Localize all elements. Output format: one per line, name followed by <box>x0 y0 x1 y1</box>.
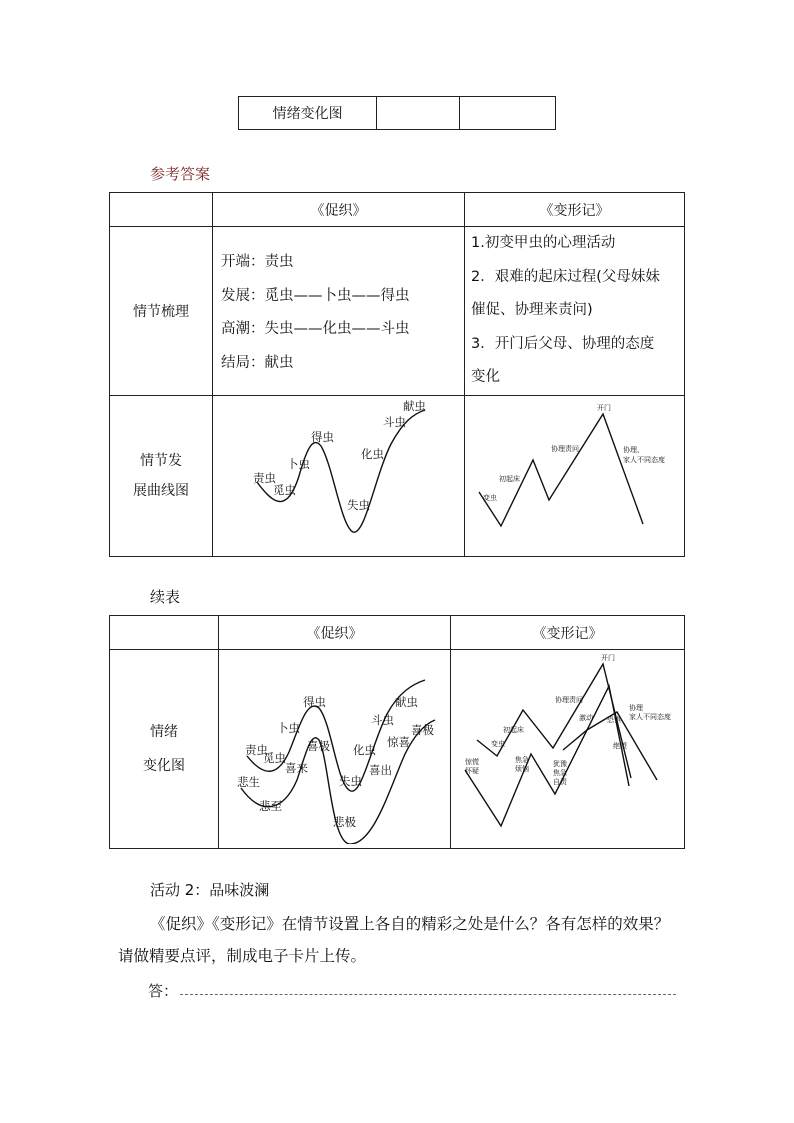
emo-label-beisheng: 悲生 <box>237 775 260 789</box>
table1-bianxing-plot <box>465 227 685 396</box>
top-table-cell-3 <box>459 97 555 130</box>
activity-question-line-2: 请做精要点评，制成电子卡片上传。 <box>118 947 367 965</box>
bianxing-emotion-curves <box>451 650 684 844</box>
emo-label-douchong: 斗虫 <box>371 713 394 727</box>
emo-bx-qichuang: 初起床 <box>503 726 524 734</box>
bianxing-plot-line-5: 变化 <box>471 369 500 385</box>
bianxing-plot-curve <box>465 396 684 552</box>
table1-row1-label: 情节梳理 <box>110 227 213 396</box>
emo-bx-youyu: 犹豫 <box>553 760 567 768</box>
emo-bx-kaimen: 开门 <box>601 654 615 662</box>
table2-cuzhi-cell <box>219 650 451 849</box>
top-table-cell-2 <box>377 97 459 130</box>
emo-label-xianchong: 献虫 <box>395 695 418 709</box>
table2-header-cuzhi: 《促织》 <box>219 616 451 650</box>
emo-label-xiji2: 喜极 <box>411 723 434 737</box>
emo-label-xilai: 喜来 <box>285 761 308 775</box>
bianxing-plot-line-2: 2．艰难的起床过程(父母妹妹 <box>471 268 660 285</box>
emo-label-zechong: 责虫 <box>245 743 268 757</box>
table1-header-bianxing: 《变形记》 <box>465 193 685 227</box>
curve-label-xianchong: 献虫 <box>403 399 426 413</box>
emo-label-michong: 觅虫 <box>263 751 286 765</box>
cuzhi-plot-curve <box>213 396 464 552</box>
top-table-label: 情绪变化图 <box>239 97 377 130</box>
cuzhi-plot-line-4: 结局：献虫 <box>221 354 294 371</box>
emo-bx-fannao: 烦恼 <box>515 765 529 773</box>
emo-label-shichong: 失虫 <box>339 774 362 788</box>
bx-label-xieli2: 协理、 <box>623 446 644 454</box>
top-emotion-table <box>238 96 556 130</box>
emo-bx-jidong: 激动 <box>579 714 593 722</box>
curve-label-dechong: 得虫 <box>311 430 334 444</box>
table1-bianxing-curve-cell <box>465 396 685 557</box>
table2-header-empty <box>110 616 219 650</box>
emo-label-beizhi: 悲至 <box>259 799 282 813</box>
emo-bx-jinghuang: 惊慌 <box>465 758 479 766</box>
bianxing-upper-curve <box>465 686 629 826</box>
curve-label-shi: 失虫 <box>347 498 370 512</box>
emotion-label-line-2: 变化图 <box>143 758 185 774</box>
table1-cuzhi-plot <box>213 227 465 396</box>
table1-cuzhi-curve-cell <box>213 396 465 557</box>
emo-label-beiji: 悲极 <box>333 815 356 829</box>
emo-label-xiji: 喜极 <box>307 739 330 753</box>
emo-bx-bianchong: 变虫 <box>491 740 505 748</box>
emo-label-dechong: 得虫 <box>303 695 326 709</box>
emo-bx-kongju: 恐惧 <box>607 716 621 724</box>
continued-label: 续表 <box>150 588 181 606</box>
bx-label-kaimen: 开门 <box>597 404 611 412</box>
answer-heading: 参考答案 <box>150 165 211 183</box>
curve-label-huachong: 化虫 <box>361 447 384 461</box>
plot-table <box>109 192 685 557</box>
table1-header-cuzhi: 《促织》 <box>213 193 465 227</box>
bianxing-plot-line-4: 3．开门后父母、协理的态度 <box>471 335 655 352</box>
curve-label-douchong: 斗虫 <box>383 415 406 429</box>
answer-label: 答： <box>148 982 179 1000</box>
emotion-label-line-1: 情绪 <box>150 724 178 740</box>
bx-label-jiaren: 家人不同态度 <box>623 456 665 464</box>
curve-label-line-2: 展曲线图 <box>133 483 189 499</box>
emo-label-xichu: 喜出 <box>369 763 392 777</box>
table2-bianxing-cell <box>451 650 685 849</box>
bx-label-bianchong: 变虫 <box>483 494 497 502</box>
bx-label-xieli: 协理责问 <box>551 445 579 453</box>
bianxing-plot-line-1: 1.初变甲虫的心理活动 <box>471 235 616 251</box>
cuzhi-plot-line-1: 开端：责虫 <box>221 254 294 270</box>
emo-label-jingxi: 惊喜 <box>387 735 410 749</box>
curve-label-line-1: 情节发 <box>140 453 182 469</box>
emo-label-huachong: 化虫 <box>353 743 376 757</box>
activity-title: 活动 2：品味波澜 <box>150 881 270 899</box>
table1-header-empty <box>110 193 213 227</box>
cuzhi-emotion-curves <box>219 650 450 844</box>
emo-bx-xieli2: 协理 <box>629 704 643 712</box>
table2-header-bianxing: 《变形记》 <box>451 616 685 650</box>
answer-line[interactable] <box>180 994 676 995</box>
table1-row2-label <box>110 396 213 557</box>
activity-question-line-1: 《促织》《变形记》在情节设置上各自的精彩之处是什么？各有怎样的效果？ <box>150 915 670 933</box>
emotion-table <box>109 615 685 849</box>
bx-label-qichuang: 初起床 <box>499 475 520 483</box>
curve-label-buchong: 卜虫 <box>287 457 310 471</box>
bianxing-plot-line-3: 催促、协理来责问) <box>471 302 593 318</box>
emo-label-buchong: 卜虫 <box>277 721 300 735</box>
cuzhi-plot-line-2: 发展：觅虫——卜虫——得虫 <box>221 287 410 304</box>
emo-bx-jiaren: 家人不同态度 <box>629 713 671 721</box>
table2-row1-label <box>110 650 219 849</box>
emo-bx-jiaoji: 焦急 <box>515 756 529 764</box>
emo-bx-xieli: 协理责问 <box>555 696 583 704</box>
emo-bx-huaiyi: 怀疑 <box>465 767 479 775</box>
emo-bx-juewang: 绝望 <box>613 742 627 750</box>
emo-bx-zize: 自责 <box>553 778 567 786</box>
curve-label-zechong: 责虫 <box>253 471 276 485</box>
curve-label-michong: 觅虫 <box>273 483 296 497</box>
cuzhi-plot-line-3: 高潮：失虫——化虫——斗虫 <box>221 321 410 337</box>
emo-bx-jiaoji2: 焦急 <box>553 769 567 777</box>
bianxing-curve-path <box>479 414 643 526</box>
